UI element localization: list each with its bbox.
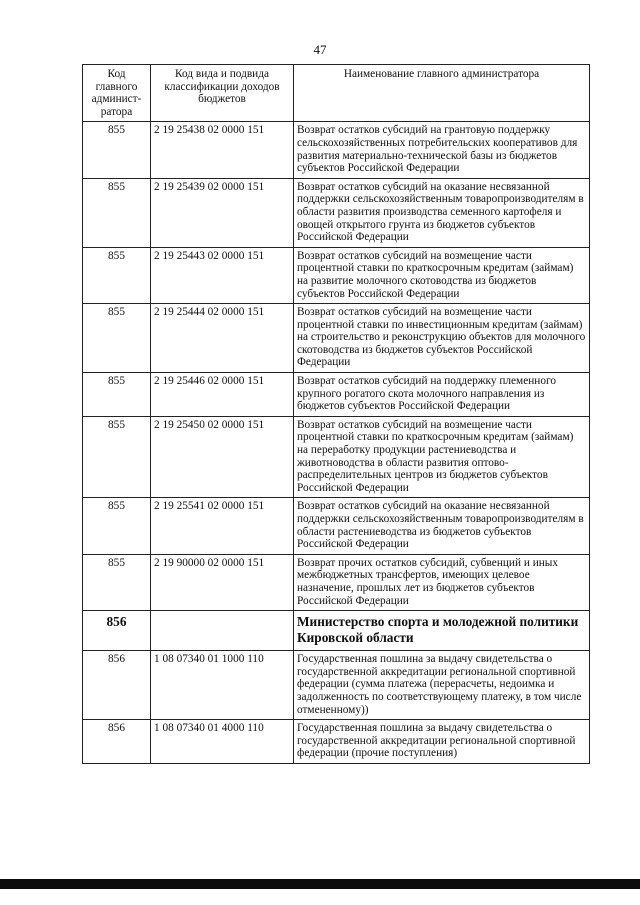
- revenue-code-cell: 2 19 25446 02 0000 151: [151, 373, 294, 417]
- revenue-code-cell: 1 08 07340 01 1000 110: [151, 651, 294, 720]
- admin-code-cell: 855: [83, 122, 151, 178]
- table-row: [83, 373, 590, 417]
- table-row: [83, 416, 590, 498]
- admin-name-cell: Возврат остатков субсидий на возмещение части процентной ставки по краткосрочным кредитам (займам) на переработку продукции растениеводства и животноводства в области развития оптово-распределительных центров из бюджетов субъектов Российской Федерации: [294, 416, 590, 498]
- table-header-row: [83, 65, 590, 122]
- admin-name-cell: Министерство спорта и молодежной политики Кировской области: [294, 611, 590, 651]
- admin-name-cell: Возврат остатков субсидий на возмещение части процентной ставки по инвестиционным кредитам (займам) на строительство и реконструкцию объектов для молочного скотоводства из бюджетов субъектов Российской Федерации: [294, 304, 590, 373]
- scan-edge-bar: [0, 879, 640, 889]
- revenue-code-cell: 1 08 07340 01 4000 110: [151, 720, 294, 764]
- header-admin-code: Код главного админист-ратора: [83, 65, 151, 122]
- admin-code-cell: 856: [83, 611, 151, 651]
- table-row: [83, 720, 590, 764]
- table-row: [83, 304, 590, 373]
- admin-code-cell: 856: [83, 651, 151, 720]
- admin-code-cell: 855: [83, 178, 151, 247]
- revenue-code-cell: 2 19 90000 02 0000 151: [151, 554, 294, 610]
- header-revenue-code: Код вида и подвида классификации доходов бюджетов: [151, 65, 294, 122]
- admin-code-cell: 855: [83, 247, 151, 303]
- admin-code-cell: 855: [83, 554, 151, 610]
- admin-name-cell: Возврат остатков субсидий на грантовую поддержку сельскохозяйственных потребительских кооперативов для развития материально-технической базы из бюджетов субъектов Российской Федерации: [294, 122, 590, 178]
- admin-name-cell: Возврат остатков субсидий на оказание несвязанной поддержки сельскохозяйственным товаропроизводителям в области растениеводства из бюджетов субъектов Российской Федерации: [294, 498, 590, 554]
- revenue-code-cell: 2 19 25438 02 0000 151: [151, 122, 294, 178]
- revenue-code-cell: 2 19 25443 02 0000 151: [151, 247, 294, 303]
- admin-name-cell: Возврат остатков субсидий на оказание несвязанной поддержки сельскохозяйственным товаропроизводителям в области развития производства семенного картофеля и овощей открытого грунта из бюджетов субъектов Российской Федерации: [294, 178, 590, 247]
- table-row: [83, 247, 590, 303]
- admin-code-cell: 855: [83, 498, 151, 554]
- revenue-code-cell: 2 19 25541 02 0000 151: [151, 498, 294, 554]
- admin-code-cell: 856: [83, 720, 151, 764]
- revenue-administrators-table: [82, 64, 590, 764]
- table-body: [83, 122, 590, 764]
- ministry-row: [83, 611, 590, 651]
- table-row: [83, 178, 590, 247]
- admin-name-cell: Возврат прочих остатков субсидий, субвенций и иных межбюджетных трансфертов, имеющих целевое назначение, прошлых лет из бюджетов субъектов Российской Федерации: [294, 554, 590, 610]
- admin-name-cell: Государственная пошлина за выдачу свидетельства о государственной аккредитации региональной спортивной федерации (прочие поступления): [294, 720, 590, 764]
- table-row: [83, 122, 590, 178]
- table-row: [83, 651, 590, 720]
- admin-name-cell: Возврат остатков субсидий на поддержку племенного крупного рогатого скота молочного направления из бюджетов субъектов Российской Федерации: [294, 373, 590, 417]
- revenue-code-cell: 2 19 25439 02 0000 151: [151, 178, 294, 247]
- admin-code-cell: 855: [83, 373, 151, 417]
- admin-name-cell: Государственная пошлина за выдачу свидетельства о государственной аккредитации региональной спортивной федерации (сумма платежа (перерасчеты, недоимка и задолженность по соответствующему платежу, в том числе отмененному)): [294, 651, 590, 720]
- page-number: 47: [313, 42, 327, 57]
- revenue-code-cell: 2 19 25450 02 0000 151: [151, 416, 294, 498]
- header-admin-name: Наименование главного администратора: [294, 65, 590, 122]
- admin-name-cell: Возврат остатков субсидий на возмещение части процентной ставки по краткосрочным кредитам (займам) на развитие молочного скотоводства из бюджетов субъектов Российской Федерации: [294, 247, 590, 303]
- revenue-code-cell: [151, 611, 294, 651]
- admin-code-cell: 855: [83, 304, 151, 373]
- table-row: [83, 498, 590, 554]
- admin-code-cell: 855: [83, 416, 151, 498]
- revenue-code-cell: 2 19 25444 02 0000 151: [151, 304, 294, 373]
- table-row: [83, 554, 590, 610]
